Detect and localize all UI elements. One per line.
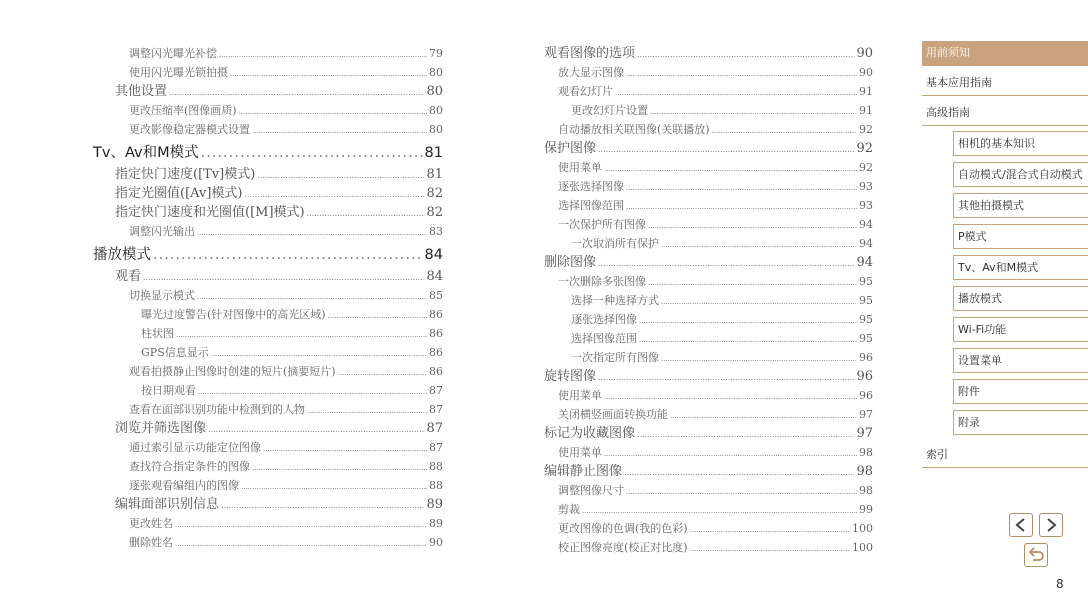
toc-leader-dots <box>175 535 427 554</box>
toc-entry-page: 84 <box>426 269 443 284</box>
toc-entry-title: 一次保护所有图像 <box>558 218 646 231</box>
toc-entry-page: 86 <box>429 308 443 321</box>
toc-entry[interactable] <box>93 63 443 82</box>
toc-leader-dots <box>598 254 854 273</box>
toc-entry[interactable] <box>93 222 443 241</box>
toc-entry[interactable] <box>544 139 873 158</box>
toc-entry[interactable] <box>93 286 443 305</box>
toc-entry-page: 94 <box>856 255 873 270</box>
toc-entry-page: 91 <box>859 104 873 117</box>
toc-entry-title: 播放模式 <box>93 247 151 263</box>
toc-leader-dots <box>598 140 854 159</box>
toc-entry-title: 更改姓名 <box>129 517 173 530</box>
toc-entry-title: 更改影像稳定器模式设置 <box>129 123 250 136</box>
sidebar-item-playback-mode[interactable]: 播放模式 <box>953 286 1088 311</box>
toc-entry-title: 编辑静止图像 <box>544 464 623 479</box>
toc-entry-title: 关闭横竖画面转换功能 <box>558 408 668 421</box>
toc-entry[interactable] <box>93 362 443 381</box>
toc-entry-title: 标记为收藏图像 <box>544 426 636 441</box>
toc-entry-title: 曝光过度警告(针对图像中的高光区域) <box>141 308 326 321</box>
toc-entry-title: 查看在面部识别功能中检测到的人物 <box>129 403 305 416</box>
toc-entry[interactable] <box>544 386 873 405</box>
toc-entry-page: 89 <box>426 497 443 512</box>
toc-entry-title: 逐张选择图像 <box>571 313 637 326</box>
toc-entry[interactable] <box>544 481 873 500</box>
toc-entry-page: 87 <box>426 421 443 436</box>
sidebar-item-accessories[interactable]: 附件 <box>953 379 1088 404</box>
toc-entry[interactable] <box>93 82 443 101</box>
chevron-left-icon <box>1010 514 1032 536</box>
toc-entry[interactable] <box>544 310 873 329</box>
toc-entry-page: 91 <box>859 85 873 98</box>
toc-entry-page: 95 <box>859 275 873 288</box>
toc-entry[interactable] <box>93 514 443 533</box>
toc-entry-title: 使用菜单 <box>558 446 602 459</box>
toc-entry-title: 指定光圈值([Av]模式) <box>115 186 243 201</box>
toc-entry[interactable] <box>93 533 443 552</box>
toc-entry-page: 90 <box>429 536 443 549</box>
toc-leader-dots <box>208 420 424 439</box>
toc-entry[interactable] <box>544 82 873 101</box>
toc-entry-page: 96 <box>859 389 873 402</box>
toc-entry-page: 96 <box>856 369 873 384</box>
toc-entry-title: 放大显示图像 <box>558 66 624 79</box>
toc-entry-page: 80 <box>426 84 443 99</box>
toc-leader-dots <box>169 83 424 102</box>
toc-entry-title: 逐张选择图像 <box>558 180 624 193</box>
toc-entry-title: 查找符合指定条件的图像 <box>129 460 250 473</box>
sidebar-item-wifi[interactable]: Wi-Fi功能 <box>953 317 1088 342</box>
toc-entry-title: 更改幻灯片设置 <box>571 104 648 117</box>
toc-entry-page: 94 <box>859 218 873 231</box>
toc-entry-page: 82 <box>426 205 443 220</box>
toc-entry-page: 80 <box>429 123 443 136</box>
toc-entry[interactable] <box>544 500 873 519</box>
toc-entry-page: 88 <box>429 479 443 492</box>
toc-entry-title: 切换显示模式 <box>129 289 195 302</box>
sidebar-item-advanced-guide[interactable]: 高级指南 <box>922 101 1088 126</box>
toc-leader-dots <box>153 243 423 267</box>
toc-entry-page: 85 <box>429 289 443 302</box>
toc-entry[interactable] <box>544 196 873 215</box>
toc-entry-title: 保护图像 <box>544 141 597 156</box>
toc-entry-page: 86 <box>429 365 443 378</box>
toc-entry-title: 选择图像范围 <box>571 332 637 345</box>
toc-entry-page: 94 <box>859 237 873 250</box>
toc-entry-page: 95 <box>859 313 873 326</box>
toc-entry-title: 柱状图 <box>141 327 174 340</box>
sidebar-item-auto-mode[interactable]: 自动模式/混合式自动模式 <box>953 162 1088 187</box>
toc-entry[interactable] <box>544 234 873 253</box>
toc-entry-title: 观看图像的选项 <box>544 46 636 61</box>
toc-entry[interactable] <box>93 438 443 457</box>
toc-leader-dots <box>245 185 425 204</box>
toc-entry-title: 浏览并筛选图像 <box>115 421 207 436</box>
toc-entry-page: 95 <box>859 332 873 345</box>
toc-entry[interactable] <box>93 400 443 419</box>
toc-entry-title: 删除图像 <box>544 255 597 270</box>
toc-entry-page: 97 <box>859 408 873 421</box>
toc-entry[interactable] <box>93 343 443 362</box>
toc-entry[interactable] <box>544 291 873 310</box>
toc-entry-page: 92 <box>859 123 873 136</box>
toc-leader-dots <box>637 45 854 64</box>
toc-entry-page: 81 <box>424 145 443 161</box>
toc-entry[interactable] <box>93 381 443 400</box>
toc-leader-dots <box>197 224 427 243</box>
toc-entry-title: 更改压缩率(图像画质) <box>129 104 237 117</box>
toc-entry-title: 其他设置 <box>115 84 168 99</box>
toc-entry[interactable] <box>93 419 443 438</box>
toc-entry[interactable] <box>93 495 443 514</box>
toc-entry-title: 通过索引显示功能定位图像 <box>129 441 261 454</box>
toc-leader-dots <box>201 141 423 165</box>
toc-entry[interactable] <box>544 158 873 177</box>
toc-entry[interactable] <box>93 184 443 203</box>
toc-entry[interactable] <box>93 324 443 343</box>
toc-entry[interactable] <box>93 457 443 476</box>
toc-entry-title: 指定快门速度([Tv]模式) <box>115 167 256 182</box>
sidebar-item-other-shooting-modes[interactable]: 其他拍摄模式 <box>953 193 1088 218</box>
toc-entry-page: 79 <box>429 47 443 60</box>
toc-entry-page: 100 <box>852 541 873 554</box>
return-icon <box>1025 544 1047 566</box>
toc-leader-dots <box>690 540 850 559</box>
toc-entry-title: 剪裁 <box>558 503 580 516</box>
toc-entry[interactable] <box>544 329 873 348</box>
toc-entry[interactable] <box>544 120 873 139</box>
return-button[interactable] <box>1024 543 1048 567</box>
toc-entry-title: 更改图像的色调(我的色彩) <box>558 522 688 535</box>
toc-entry-page: 97 <box>856 426 873 441</box>
toc-entry-title: 一次指定所有图像 <box>571 351 659 364</box>
toc-entry-title: 调整闪光输出 <box>129 225 195 238</box>
sidebar-item-p-mode[interactable]: P模式 <box>953 224 1088 249</box>
toc-entry-title: 选择图像范围 <box>558 199 624 212</box>
toc-entry-page: 86 <box>429 346 443 359</box>
toc-entry[interactable] <box>544 519 873 538</box>
toc-entry[interactable] <box>544 348 873 367</box>
toc-left-column <box>93 44 443 552</box>
toc-leader-dots <box>143 268 424 287</box>
toc-leader-dots <box>624 463 854 482</box>
toc-leader-dots <box>307 204 425 223</box>
toc-entry-page: 96 <box>859 351 873 364</box>
toc-entry-page: 90 <box>859 66 873 79</box>
toc-entry[interactable] <box>544 253 873 272</box>
toc-entry-page: 86 <box>429 327 443 340</box>
page-number: 8 <box>1056 577 1064 591</box>
toc-entry[interactable] <box>544 424 873 443</box>
next-page-button[interactable] <box>1039 513 1063 537</box>
toc-leader-dots <box>221 496 424 515</box>
chevron-right-icon <box>1040 514 1062 536</box>
toc-entry-title: 逐张观看编组内的图像 <box>129 479 239 492</box>
toc-entry[interactable] <box>544 462 873 481</box>
toc-entry-page: 92 <box>856 141 873 156</box>
toc-entry-page: 83 <box>429 225 443 238</box>
toc-entry[interactable] <box>93 476 443 495</box>
toc-entry[interactable] <box>544 538 873 557</box>
toc-entry[interactable] <box>93 101 443 120</box>
toc-entry[interactable] <box>93 267 443 286</box>
toc-entry[interactable] <box>93 243 443 267</box>
toc-entry-page: 89 <box>429 517 443 530</box>
toc-entry-page: 80 <box>429 104 443 117</box>
toc-entry[interactable] <box>544 367 873 386</box>
sidebar-item-tv-av-m-mode[interactable]: Tv、Av和M模式 <box>953 255 1088 280</box>
toc-entry[interactable] <box>93 305 443 324</box>
toc-entry[interactable] <box>544 405 873 424</box>
toc-entry-page: 98 <box>856 464 873 479</box>
toc-entry-title: 按日期观看 <box>141 384 196 397</box>
toc-entry-page: 87 <box>429 403 443 416</box>
toc-entry[interactable] <box>93 165 443 184</box>
sidebar-item-basic-guide[interactable]: 基本应用指南 <box>922 71 1088 96</box>
toc-entry-page: 100 <box>852 522 873 535</box>
toc-entry[interactable] <box>544 44 873 63</box>
toc-entry-page: 92 <box>859 161 873 174</box>
toc-entry-page: 87 <box>429 384 443 397</box>
toc-entry-title: 自动播放相关联图像(关联播放) <box>558 123 710 136</box>
toc-entry-title: 使用闪光曝光锁拍摄 <box>129 66 228 79</box>
toc-entry-page: 95 <box>859 294 873 307</box>
toc-entry[interactable] <box>93 203 443 222</box>
toc-entry-page: 90 <box>856 46 873 61</box>
toc-entry-title: GPS信息显示 <box>141 346 209 359</box>
toc-entry-page: 82 <box>426 186 443 201</box>
toc-entry-page: 93 <box>859 180 873 193</box>
toc-entry-page: 98 <box>859 446 873 459</box>
toc-entry[interactable] <box>544 177 873 196</box>
toc-entry-title: 旋转图像 <box>544 369 597 384</box>
toc-entry[interactable] <box>544 63 873 82</box>
toc-entry-page: 88 <box>429 460 443 473</box>
toc-entry-title: 编辑面部识别信息 <box>115 497 220 512</box>
toc-entry-page: 87 <box>429 441 443 454</box>
toc-entry-title: 一次取消所有保护 <box>571 237 659 250</box>
toc-leader-dots <box>598 368 854 387</box>
toc-entry[interactable] <box>544 443 873 462</box>
toc-entry[interactable] <box>93 44 443 63</box>
toc-entry-page: 93 <box>859 199 873 212</box>
toc-entry[interactable] <box>544 215 873 234</box>
toc-entry-title: 调整图像尺寸 <box>558 484 624 497</box>
toc-entry-title: 观看拍摄静止图像时创建的短片(摘要短片) <box>129 365 336 378</box>
toc-entry-page: 81 <box>426 167 443 182</box>
toc-entry-title: 观看幻灯片 <box>558 85 613 98</box>
sidebar-nav <box>922 41 1088 473</box>
toc-entry-title: Tv、Av和M模式 <box>93 145 199 161</box>
toc-leader-dots <box>637 425 854 444</box>
toc-entry[interactable] <box>544 101 873 120</box>
sidebar-item-index[interactable]: 索引 <box>922 443 1088 468</box>
toc-entry-page: 80 <box>429 66 443 79</box>
toc-entry-title: 删除姓名 <box>129 536 173 549</box>
toc-entry-title: 观看 <box>115 269 142 284</box>
toc-right-column <box>544 44 873 557</box>
toc-entry-title: 一次删除多张图像 <box>558 275 646 288</box>
toc-entry-title: 使用菜单 <box>558 161 602 174</box>
toc-entry-title: 使用菜单 <box>558 389 602 402</box>
sidebar-item-appendix[interactable]: 附录 <box>953 410 1088 435</box>
toc-entry-title: 调整闪光曝光补偿 <box>129 47 217 60</box>
toc-entry-title: 指定快门速度和光圈值([M]模式) <box>115 205 305 220</box>
toc-entry-title: 选择一种选择方式 <box>571 294 659 307</box>
toc-entry[interactable] <box>93 120 443 139</box>
previous-page-button[interactable] <box>1009 513 1033 537</box>
toc-entry-page: 84 <box>424 247 443 263</box>
sidebar-item-camera-basics[interactable]: 相机的基本知识 <box>953 131 1088 156</box>
toc-entry-title: 校正图像亮度(校正对比度) <box>558 541 688 554</box>
sidebar-item-setting-menu[interactable]: 设置菜单 <box>953 348 1088 373</box>
toc-leader-dots <box>252 122 427 141</box>
sidebar-item-before-use[interactable]: 用前须知 <box>922 41 1088 66</box>
toc-entry-page: 98 <box>859 484 873 497</box>
toc-entry[interactable] <box>544 272 873 291</box>
toc-entry-page: 99 <box>859 503 873 516</box>
toc-entry[interactable] <box>93 141 443 165</box>
toc-leader-dots <box>257 166 424 185</box>
